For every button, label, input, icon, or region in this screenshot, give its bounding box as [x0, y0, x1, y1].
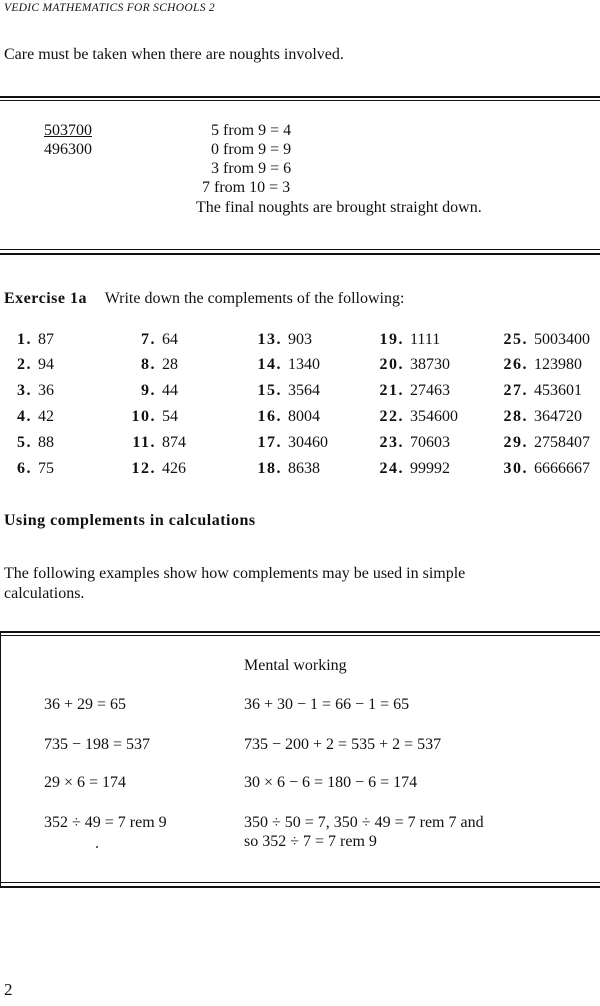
exercise-item-number: 20.	[379, 356, 404, 373]
exercise-item-number: 24.	[379, 460, 404, 477]
calc-box-left-edge	[0, 631, 1, 886]
exercise-item-value: 54	[162, 408, 178, 425]
exercise-item-value: 874	[162, 434, 186, 451]
calc-problem: 735 − 198 = 537	[44, 736, 151, 753]
exercise-item-number: 13.	[257, 331, 282, 348]
exercise-item-number: 7.	[141, 331, 156, 348]
exercise-item-number: 6.	[17, 460, 32, 477]
intro-sentence: Care must be taken when there are noughts involved.	[4, 46, 344, 63]
exercise-item-number: 11.	[132, 434, 156, 451]
step-line: 0 from 9 = 9	[211, 141, 292, 158]
exercise-item-number: 19.	[379, 331, 404, 348]
exercise-item-value: 364720	[534, 408, 582, 425]
exercise-item-number: 2.	[17, 356, 32, 373]
exercise-item-number: 16.	[257, 408, 282, 425]
stray-dot	[96, 846, 98, 848]
exercise-item-value: 6666667	[534, 460, 590, 477]
exercise-item-value: 8638	[288, 460, 320, 477]
step-line: 5 from 9 = 4	[211, 122, 292, 139]
calc-problem: 36 + 29 = 65	[44, 696, 127, 713]
exercise-item-value: 70603	[410, 434, 450, 451]
exercise-item-number: 25.	[503, 331, 528, 348]
exercise-item-number: 28.	[503, 408, 528, 425]
exercise-label: Exercise 1a	[4, 290, 87, 307]
exercise-item-value: 28	[162, 356, 178, 373]
exercise-item-value: 42	[38, 408, 54, 425]
exercise-item-number: 12.	[131, 460, 156, 477]
exercise-item-value: 38730	[410, 356, 450, 373]
calc-box-top-rule-thin	[0, 635, 600, 636]
box-top-rule-thin	[0, 100, 600, 101]
calc-problem: 29 × 6 = 174	[44, 774, 127, 791]
step-line: 3 from 9 = 6	[211, 160, 292, 177]
exercise-item-value: 426	[162, 460, 186, 477]
calc-working: 36 + 30 − 1 = 66 − 1 = 65	[244, 696, 410, 713]
exercise-item-value: 3564	[288, 382, 320, 399]
exercise-item-number: 14.	[257, 356, 282, 373]
calc-box-top-rule	[0, 631, 600, 633]
calc-box-bottom-rule	[0, 886, 600, 888]
exercise-item-value: 2758407	[534, 434, 590, 451]
exercise-item-value: 64	[162, 331, 178, 348]
exercise-item-number: 23.	[379, 434, 404, 451]
exercise-item-number: 18.	[257, 460, 282, 477]
exercise-item-value: 123980	[534, 356, 582, 373]
box-top-rule	[0, 96, 600, 98]
exercise-item-value: 453601	[534, 382, 582, 399]
exercise-item-number: 4.	[17, 408, 32, 425]
exercise-item-value: 5003400	[534, 331, 590, 348]
exercise-item-value: 99992	[410, 460, 450, 477]
calc-working: 350 ÷ 50 = 7, 350 ÷ 49 = 7 rem 7 and	[244, 814, 484, 831]
exercise-item-value: 903	[288, 331, 312, 348]
final-note: The final noughts are brought straight down.	[196, 199, 482, 216]
exercise-item-number: 26.	[503, 356, 528, 373]
exercise-item-value: 75	[38, 460, 54, 477]
exercise-item-number: 1.	[17, 331, 32, 348]
exercise-item-value: 44	[162, 382, 178, 399]
exercise-item-value: 354600	[410, 408, 458, 425]
box-bottom-rule	[0, 253, 600, 255]
exercise-heading	[4, 288, 404, 309]
exercise-item-number: 5.	[17, 434, 32, 451]
exercise-item-value: 1340	[288, 356, 320, 373]
calc-working: 30 × 6 − 6 = 180 − 6 = 174	[244, 774, 418, 791]
section-heading: Using complements in calculations	[4, 512, 256, 529]
running-head: VEDIC MATHEMATICS FOR SCHOOLS 2	[4, 2, 215, 14]
step-line: 7 from 10 = 3	[202, 179, 291, 196]
exercise-instruction: Write down the complements of the following:	[104, 290, 405, 307]
subtraction-result: 496300	[44, 141, 92, 158]
exercise-item-number: 17.	[257, 434, 282, 451]
calc-box-bottom-rule-thin	[0, 882, 600, 883]
exercise-item-number: 8.	[141, 356, 156, 373]
exercise-item-value: 8004	[288, 408, 320, 425]
calc-working: 735 − 200 + 2 = 535 + 2 = 537	[244, 736, 442, 753]
box-bottom-rule-thin	[0, 249, 600, 250]
exercise-item-number: 22.	[379, 408, 404, 425]
exercise-item-number: 21.	[379, 382, 404, 399]
exercise-item-number: 3.	[17, 382, 32, 399]
mental-working-header: Mental working	[244, 657, 347, 674]
exercise-item-value: 88	[38, 434, 54, 451]
exercise-item-number: 10.	[131, 408, 156, 425]
exercise-item-number: 9.	[141, 382, 156, 399]
section-text-line: calculations.	[4, 585, 85, 602]
exercise-item-number: 15.	[257, 382, 282, 399]
calc-problem: 352 ÷ 49 = 7 rem 9	[44, 814, 167, 831]
exercise-item-value: 1111	[410, 331, 441, 348]
exercise-item-value: 94	[38, 356, 54, 373]
exercise-item-number: 29.	[503, 434, 528, 451]
exercise-item-value: 27463	[410, 382, 450, 399]
exercise-item-number: 30.	[503, 460, 528, 477]
minuend: 503700	[44, 122, 92, 139]
page-number: 2	[4, 980, 13, 999]
exercise-item-value: 30460	[288, 434, 328, 451]
exercise-item-value: 36	[38, 382, 54, 399]
section-text-line: The following examples show how complements may be used in simple	[4, 565, 466, 582]
exercise-item-number: 27.	[503, 382, 528, 399]
calc-working: so 352 ÷ 7 = 7 rem 9	[244, 833, 377, 850]
exercise-item-value: 87	[38, 331, 54, 348]
